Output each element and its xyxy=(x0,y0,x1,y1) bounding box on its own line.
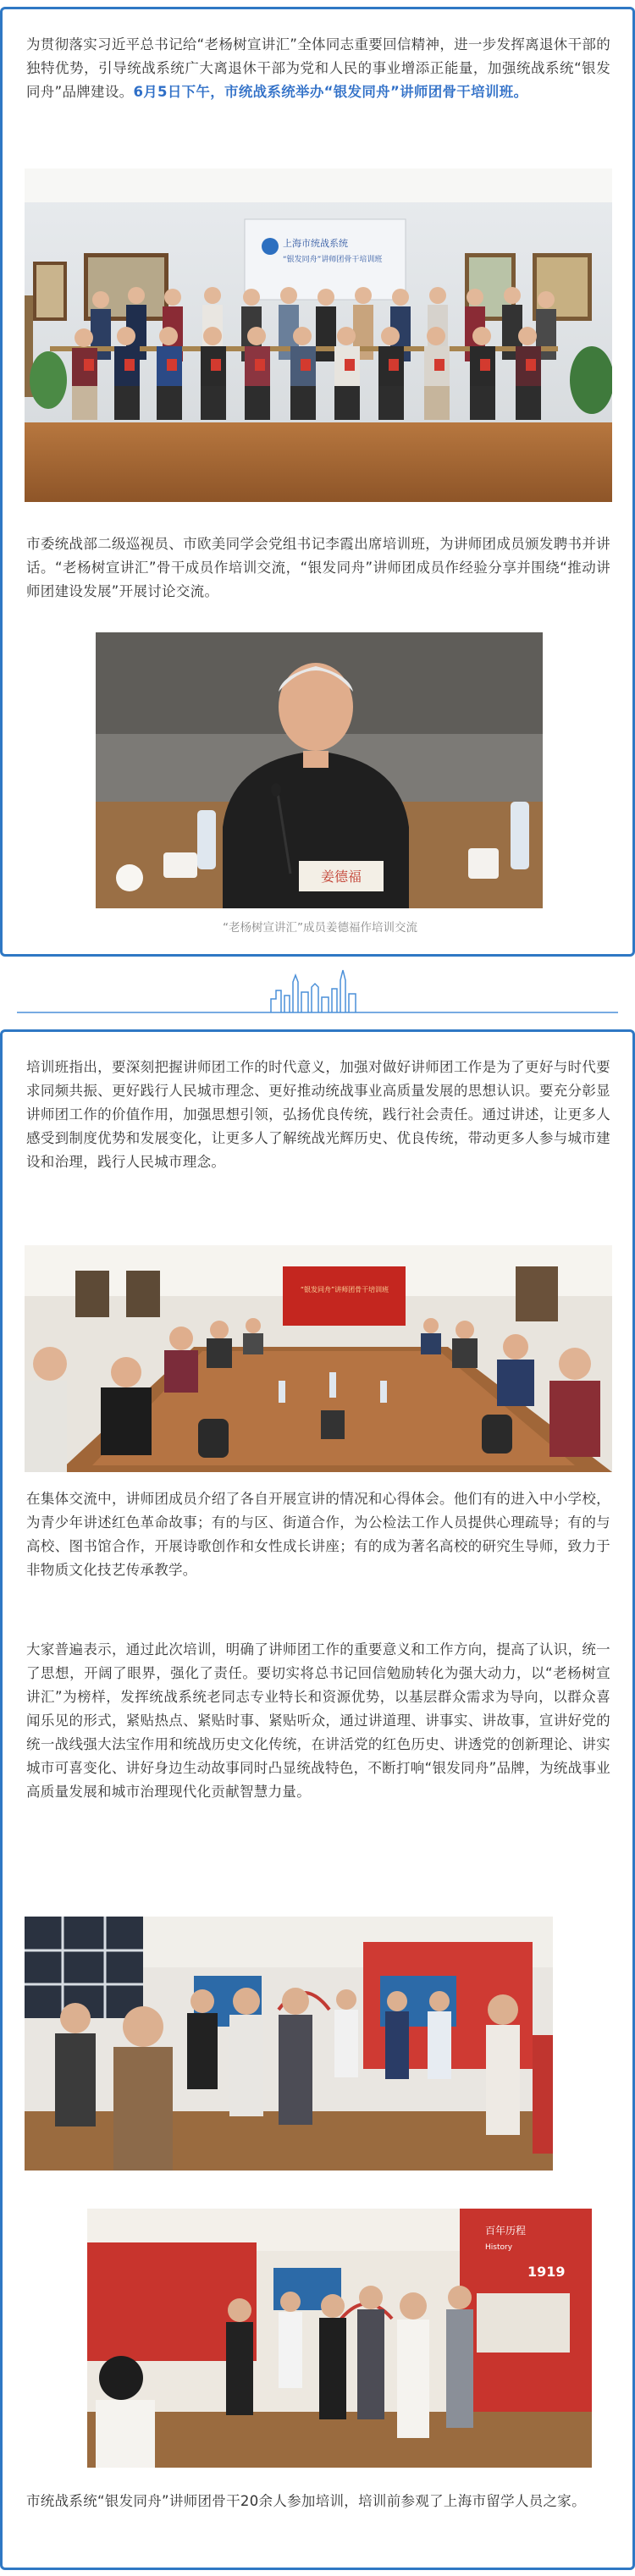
paragraph-3: 培训班指出，要深刻把握讲师团工作的时代意义，加强对做好讲师团工作是为了更好与时代要求同频共振、更好践行人民城市理念、更好推动统战事业高质量发展的思想认识。要充分彰显讲师团工作的价值作用，加强思想引领，弘扬优良传统，践行社会责任。通过讲述，让更多人感受到制度优势和发展变化，让更多人了解统战光辉历史、优良传统，带动更多人参与城市建设和治理，践行人民城市理念。 xyxy=(26,1059,610,1170)
intro-paragraph xyxy=(26,33,610,104)
group-photo xyxy=(25,168,612,502)
screen-line-1: 上海市统战系统 xyxy=(283,238,348,249)
meeting-photo xyxy=(25,1245,612,1472)
article-card-bottom xyxy=(0,1029,635,2570)
paragraph-6: 市统战系统“银发同舟”讲师团骨干20余人参加培训，培训前参观了上海市留学人员之家。 xyxy=(26,2493,586,2509)
intro-highlight: 6月5日下午，市统战系统举办“银发同舟”讲师团骨干培训班。 xyxy=(133,84,528,100)
meeting-photo-svg xyxy=(25,1245,612,1472)
speaker-photo-svg xyxy=(96,632,543,908)
paragraph-5: 大家普遍表示，通过此次培训，明确了讲师团工作的重要意义和工作方向，提高了认识，统一了思想，开阔了眼界，强化了责任。要切实将总书记回信勉励转化为强大动力，以“老杨树宣讲汇”为榜样，发挥统战系统老同志专业特长和资源优势，以基层群众需求为导向，以群众喜闻乐见的形式，紧贴热点、紧贴时事、紧贴听众，通过讲道理、讲事实、讲故事，宣讲好党的统一战线强大法宝作用和统战历史文化传统，在讲活党的红色历史、讲透党的创新理论、讲实城市可喜变化、讲好身边生动故事同时凸显统战特色，不断打响“银发同舟”品牌，为统战事业高质量发展和城市治理现代化贡献智慧力量。 xyxy=(26,1641,610,1800)
meeting-screen-text: “银发同舟”讲师团骨干培训班 xyxy=(300,1286,389,1294)
article-card-top xyxy=(0,7,635,957)
intro-text: 为贯彻落实习近平总书记给“老杨树宣讲汇”全体同志重要回信精神，进一步发挥离退休干部的独特优势，引导统战系统广大离退休干部为党和人民的事业增添正能量，加强统战系统“银发同舟”品牌建设。 xyxy=(26,36,610,100)
panel-year: 1919 xyxy=(527,2264,566,2280)
visit-photo-1-svg xyxy=(25,1917,553,2171)
visit-photo-2 xyxy=(87,2209,592,2468)
panel-title: 百年历程 xyxy=(485,2225,527,2237)
screen-line-2: “银发同舟”讲师团骨干培训班 xyxy=(283,256,383,264)
nameplate-text: 姜德福 xyxy=(320,869,362,885)
paragraph-4: 在集体交流中，讲师团成员介绍了各自开展宣讲的情况和心得体会。他们有的进入中小学校，为青少年讲述红色革命故事；有的与区、街道合作，为公检法工作人员提供心理疏导；有的与高校、图书馆合作，开展诗歌创作和女性成长讲座；有的成为著名高校的研究生导师，致力于非物质文化技艺传承教学。 xyxy=(26,1491,610,1578)
skyline-divider-svg xyxy=(0,965,635,1021)
group-photo-svg xyxy=(25,168,612,502)
visit-photo-2-svg xyxy=(87,2209,592,2468)
paragraph-2: 市委统战部二级巡视员、市欧美同学会党组书记李霞出席培训班，为讲师团成员颁发聘书并讲话。“老杨树宣讲汇”骨干成员作培训交流，“银发同舟”讲师团成员作经验分享并围绕“推动讲师团建设发展”开展讨论交流。 xyxy=(26,536,610,599)
visit-photo-1 xyxy=(25,1917,553,2171)
panel-subtitle: History xyxy=(485,2243,513,2252)
speaker-caption: “老杨树宣讲汇”成员姜德福作培训交流 xyxy=(223,921,417,935)
skyline-divider xyxy=(0,965,635,1021)
speaker-photo xyxy=(96,632,543,908)
